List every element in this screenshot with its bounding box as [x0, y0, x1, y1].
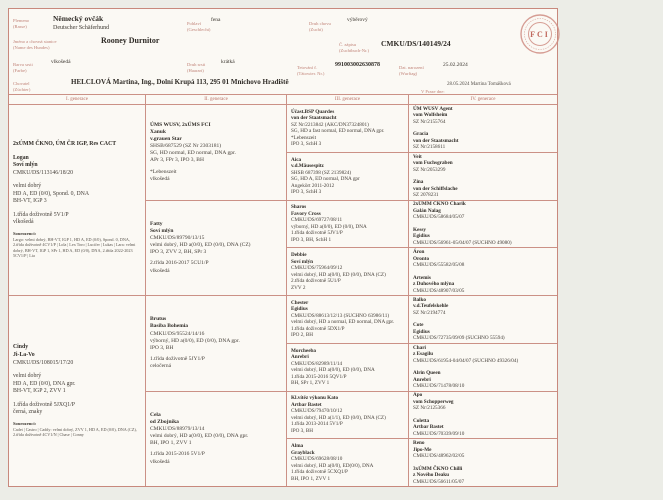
dog-entry: [413, 392, 553, 412]
coat-type-label-de: (Haarart): [187, 67, 204, 73]
dog-entry: [291, 300, 404, 339]
pedigree-cell-gen3-6: [287, 344, 408, 392]
breed-label-de: (Rasse): [13, 23, 27, 29]
tattoo-label-de: (Tätowier. Nr.): [297, 70, 325, 76]
dog-kennel: Artbar Bastet: [291, 401, 322, 408]
dog-kennel: Anrebri: [413, 376, 431, 383]
dog-name: Brutus: [150, 316, 167, 323]
dog-health: SG, HD a fast normal, ED normal, DNA gpr.: [291, 128, 385, 135]
dog-entry: [413, 370, 553, 390]
column-generation-2: [146, 95, 287, 486]
dog-entry: [413, 154, 553, 174]
dog-entry: [291, 443, 404, 482]
dog-entry: [13, 141, 141, 259]
coat-color-label-cz: Barva srsti: [13, 62, 33, 67]
generation-3-header: III. generace: [287, 95, 408, 105]
dog-working-titles: IPO 2, BH: [291, 332, 314, 339]
dog-breeding-class: 1.třída 2013-2014 5V1/P: [291, 421, 343, 428]
breeder-value: HELCLOVÁ Martina, Ing., Dolní Krupá 113, 295 01 Mnichovo Hradiště: [71, 78, 289, 86]
dog-entry: [413, 297, 553, 317]
dog-reg: SZ Nr/2155764: [413, 118, 446, 125]
dog-name: 2xÚMM ČKNO Charik: [413, 201, 466, 208]
pedigree-cell-gen4-7: [409, 392, 557, 440]
dog-breeding-class: 2.třída doživotně 5U1/P: [291, 278, 341, 285]
pedigree-cell-gen4-1: [409, 105, 557, 153]
dog-name: ÚM WUSV Agent: [413, 105, 453, 112]
dog-kennel: Egidius: [291, 306, 308, 313]
generation-4-header: IV. generace: [409, 95, 557, 105]
coat-type-label-cz: Druh srsti: [187, 62, 206, 67]
pedigree-cell-gen2-4: [146, 392, 286, 487]
dog-name: Reno: [413, 440, 425, 447]
pedigree-cell-gen4-4: [409, 248, 557, 296]
dog-name: Cote: [413, 322, 424, 329]
dog-reg: CMKU/DS/95524/14/16: [150, 330, 205, 337]
dog-entry: [413, 106, 553, 126]
dog-reg: CMKU/DS/56611/05/07: [413, 478, 465, 485]
dog-reg: CMKU/DS/69727/08/11: [291, 217, 343, 224]
breeding-type-label-de: (Zucht): [309, 26, 323, 32]
breeder-label: [13, 81, 30, 92]
dog-entry: [150, 316, 282, 370]
dog-health: velmi dobrý, HD a(0/0), ED (0/0), DNA (CZ): [291, 271, 386, 278]
breed-value: Německý ovčák: [53, 14, 104, 23]
dog-breeding-class: 1.třída doživotně 5JV1/P: [291, 230, 343, 237]
dog-health: velmi dobrý, HD a(0/0), ED (0/0), DNA (CZ): [150, 242, 251, 249]
dog-kennel: Ji-La-Vo: [13, 351, 35, 358]
dog-entry: [150, 221, 282, 275]
dog-kennel: z Esagilu: [413, 351, 434, 358]
dog-entry: [150, 412, 282, 466]
dog-name: Balko: [413, 296, 426, 303]
dog-reg: CMKU/DS/71478/08/10: [413, 383, 465, 390]
tattoo-label-cz: Tetování č.: [297, 65, 318, 70]
coat-color-value: vlkošedá: [51, 59, 71, 65]
dog-working-titles: IPO 3, SchH 3: [291, 141, 322, 148]
dog-kennel: v.d.Mäusespitz: [291, 163, 324, 170]
dog-entry: [291, 157, 404, 196]
pedigree-cell-gen3-4: [287, 248, 408, 296]
dog-kennel: von der Staatsmacht: [413, 137, 459, 144]
dog-name: Sharos: [291, 204, 307, 211]
dog-titles-prefix: 2xÚMM ČKNO, ÚM ČR IGP, Res CACT: [13, 141, 117, 148]
pedigree-cell-gen4-2: [409, 153, 557, 201]
dog-entry: [413, 466, 553, 486]
dog-health: výborný, HD a(0/0), ED (0/0), DNA gpr.: [150, 337, 240, 344]
dog-working-titles: IPO 3, BH: [150, 344, 174, 351]
birth-date-label: [399, 65, 424, 76]
birth-date-value: 25.02.2024: [443, 62, 468, 68]
dog-working-titles: ZVV 2: [291, 284, 306, 291]
fci-stamp-icon: [519, 13, 561, 60]
dog-titles-prefix: ÚMS WUSV, 2xÚMS FCI: [150, 121, 211, 128]
pedigree-cell-gen3-7: [287, 392, 408, 440]
birth-date-label-cz: Dat. narození: [399, 65, 424, 70]
dog-kennel: vom Schopperweg: [413, 398, 454, 405]
breed-label-cz: Plemeno: [13, 18, 30, 23]
dog-breeding-class: 1.třída doživotně 5CXQ1/P: [291, 469, 348, 476]
pedigree-cell-gen3-5: [287, 296, 408, 344]
dog-kennel: von der Schiffslache: [413, 185, 458, 192]
dog-name: 3xÚMM ČKNO Chilli: [413, 465, 463, 472]
dog-kennel: vom Fuchsgraben: [413, 160, 453, 167]
tattoo-label: [297, 65, 324, 76]
dog-reg: CMKU/DS/61954-04/04/07 (SUCHNO 49326/04): [413, 357, 519, 364]
dog-name: Áron: [413, 249, 425, 256]
dog-name: Kl.vítěz výkonu Kato: [291, 395, 339, 402]
dog-name: Morcheeba: [291, 347, 316, 354]
issue-signature: 28.05.2024 Martina Tomášková: [447, 82, 511, 87]
dog-name: Aica: [291, 156, 302, 163]
dog-reg: CMKU/DS/82989/11/14: [291, 360, 343, 367]
dog-name: Apo: [413, 392, 423, 399]
breeder-label-de: (Züchter): [13, 86, 31, 92]
dog-entry: [413, 179, 553, 199]
dog-reg: CMKU/DS/79470/10/12: [291, 408, 343, 415]
dog-breeding-class: 1.třída doživotně 5JY1/P: [150, 355, 205, 362]
dog-kennel: vom Wolfsheim: [413, 112, 448, 119]
breeding-type-value: výběrový: [347, 17, 368, 23]
dog-kennel: Anrebri: [291, 354, 309, 361]
dog-entry: [291, 204, 404, 243]
sex-value: fena: [211, 17, 221, 23]
column-generation-3: [287, 95, 409, 486]
dog-health: velmi dobrý, HD a(0/0), ED(0/0), DNA: [291, 462, 374, 469]
dog-breeding-class: *Lebenszeit: [291, 134, 317, 141]
dog-entry: [291, 252, 404, 291]
dog-entry: [413, 201, 553, 221]
dog-breeding-class: 1.třída doživotně 5DX1/P: [291, 325, 345, 332]
dog-health: velmi dobrý, HD a(0/0), ED (0/0), DNA: [291, 367, 375, 374]
dog-name: Veit: [413, 153, 422, 160]
dog-breeding-class: 1.třída doživotně 5V1/P: [13, 211, 69, 218]
dog-breeding-class: 2.třída 2016-2017 5CU1/P: [150, 260, 209, 267]
dog-working-titles: IPO 3, BH: [291, 427, 314, 434]
breed-label: [13, 18, 29, 29]
dog-health: velmi dobrý, HD a(0/0), ED (0/0), DNA gpr.: [150, 433, 249, 440]
dog-health: HD A, ED (0/0), DNA gpr.: [13, 380, 76, 387]
dog-reg: CMKU/DS/55582/05/08: [413, 262, 465, 269]
dog-working-titles: IPO 3, ZVV 2, BH, SPr 3: [150, 249, 207, 256]
dog-reg: CMKU/DS/89790/13/15: [150, 235, 205, 242]
siblings-label: Sourozenci:: [13, 420, 37, 426]
reg-no-value: CMKU/DS/140149/24: [381, 39, 451, 48]
dog-name: Účast.BSP Quardes: [291, 108, 335, 115]
siblings-text: Cadet | Castro | Caddy: velmi dobrý, ZVV 1, HD A, ED (0/0), DNA (CZ), 2.třída doživotně 4CV1/N | Chase | Conny: [13, 426, 137, 438]
dog-kennel: Artbar Bastet: [413, 424, 444, 431]
column-generation-1: [9, 95, 146, 486]
pedigree-cell-gen3-1: [287, 105, 408, 153]
dog-name: Debbie: [291, 252, 307, 259]
dog-kennel: v.grauen Star: [150, 135, 182, 142]
dog-name-value: Rooney Durnitor: [101, 36, 160, 45]
dog-kennel: Egidius: [413, 328, 430, 335]
breed-value-de: Deutscher Schäferhund: [53, 25, 110, 31]
dog-kennel: od Zbojníka: [150, 418, 179, 425]
sex-label-de: (Geschlecht): [187, 26, 211, 32]
pedigree-cell-dam: [9, 296, 145, 486]
coat-color-label-de: (Farbe): [13, 67, 27, 73]
pedigree-cell-gen4-6: [409, 344, 557, 392]
dog-entry: [413, 131, 553, 151]
dog-kennel: Basiba Bohemia: [150, 323, 189, 330]
dog-color: vlkošedá: [150, 267, 170, 274]
pedigree-document: [8, 8, 558, 487]
dog-breeding-class: *Lebenszeit: [150, 168, 177, 175]
coat-color-label: [13, 62, 33, 73]
dog-kennel: Oronto: [413, 255, 430, 262]
dog-reg: SZ Nr/2213842 (AKC/DN37324801): [291, 121, 369, 128]
dog-reg: SZ Nr/2053299: [413, 166, 446, 173]
dog-name: Logan: [13, 154, 29, 161]
dog-kennel: von der Staatsmacht: [291, 115, 337, 122]
dog-entry: [413, 418, 553, 438]
dog-breeding-class: 1.třída 2015-2016 5V1/P: [150, 451, 205, 458]
pedigree-cell-gen3-8: [287, 439, 408, 486]
dog-kennel: Soví mlýn: [13, 162, 38, 169]
dog-color: celočerná: [150, 363, 172, 370]
dog-name: Zina: [413, 179, 424, 186]
dog-entry: [291, 348, 404, 387]
dog-reg: CMKU/DS/70339/09/10: [413, 430, 465, 437]
dog-color: vlkošedá: [150, 458, 170, 465]
pedigree-cell-gen3-3: [287, 201, 408, 249]
issue-place-label: V Praze dne:: [421, 89, 445, 94]
dog-kennel: Jipo-Me: [413, 446, 432, 453]
dog-health: HD A, ED (0/0), Spond. 0, DNA: [13, 190, 90, 197]
dog-working-titles: BH-VT, IGP 2, ZVV 1: [13, 388, 66, 395]
dog-health: SG, HD normal, ED normal, DNA gpr.: [150, 150, 236, 157]
dog-reg: SZ Nr/2158611: [413, 144, 446, 151]
dog-kennel: Grayblack: [291, 449, 315, 456]
dog-name: Chari: [413, 344, 426, 351]
dog-breeding-class: 1.třída doživotně 5JXQ1/P: [13, 401, 75, 408]
dog-grade: velmi dobrý: [13, 183, 42, 190]
dog-entry: [291, 109, 404, 148]
dog-working-titles: BH-VT, IGP 3: [13, 198, 47, 205]
dog-grade: velmi dobrý: [13, 373, 42, 380]
pedigree-cell-gen2-1: [146, 105, 286, 201]
dog-entry: [13, 344, 141, 437]
dog-entry: [150, 122, 282, 183]
dog-reg: CMKU/DS/48907/03/05: [413, 287, 465, 294]
dog-kennel: v.d.Teufelskehle: [413, 303, 449, 310]
pedigree-cell-gen4-3: [409, 201, 557, 249]
dog-reg: CMKU/DS/72735/09/09 (SUCHNO 55594): [413, 335, 505, 342]
reg-no-label-cz: Č. zápisu: [339, 42, 357, 47]
coat-type-value: krátká: [221, 59, 235, 65]
dog-name: Xanuk: [150, 128, 166, 135]
pedigree-cell-gen4-5: [409, 296, 557, 344]
dog-name: Alma: [291, 443, 304, 450]
generation-1-header: I. generace: [9, 95, 145, 105]
dog-working-titles: IPO 3, SchH 3: [291, 189, 322, 196]
reg-no-label: [339, 42, 369, 53]
tattoo-value: 991003002630878: [335, 62, 380, 68]
siblings-label: Sourozenci:: [13, 231, 37, 236]
dog-reg: CMKU/DS/88613/12/13 (SUCHNO 63986/11): [291, 312, 390, 319]
pedigree-cell-sire: [9, 105, 145, 296]
dog-name: Coletta: [413, 417, 430, 424]
dog-breeding-class: 1.třída 2015-2016 5QV1/P: [291, 373, 347, 380]
dog-reg: CMKU/DS/56961-05/04/07 (SUCHNO 49080): [413, 239, 512, 246]
dog-working-titles: BH, SPr 1, ZVV 1: [291, 380, 330, 387]
dog-kennel: Egidius: [413, 233, 430, 240]
dog-working-titles: APr 3, FPr 3, IPO 3, BH: [150, 157, 204, 164]
dog-reg: CMKU/DS/75964/09/12: [291, 265, 343, 272]
dog-breeding-class: Angekört 2011-2012: [291, 182, 335, 189]
dog-kennel: Soví mlýn: [150, 227, 174, 234]
breeder-label-cz: Chovatel: [13, 81, 30, 86]
dog-name: Alrin Queen: [413, 370, 441, 377]
dog-name: Gracia: [413, 131, 429, 138]
dog-health: velmi dobrý, HD a normal, ED normal, DNA gpr.: [291, 319, 395, 326]
dog-reg: CMKU/DS/48962/02/05: [413, 453, 465, 460]
dog-reg: SHSB 687398 (SZ 2139824): [291, 169, 352, 176]
pedigree-table: [9, 94, 557, 486]
dog-kennel: z Nového Deaku: [413, 472, 450, 479]
dog-reg: SZ Nr/2194774: [413, 309, 446, 316]
dog-reg: CMKU/DS/58684/05/07: [413, 214, 465, 221]
dog-name-label: [13, 39, 57, 50]
dog-reg: CMKU/DS/113146/18/20: [13, 169, 74, 176]
dog-color: vlkošedá: [150, 175, 170, 182]
dog-color: černá, znaky: [13, 409, 43, 416]
dog-reg: CMKU/DS/88979/13/14: [150, 426, 205, 433]
fci-stamp-letters: FCI: [530, 30, 550, 39]
pedigree-cell-gen3-2: [287, 153, 408, 201]
dog-reg: SZ Nr/2125366: [413, 405, 446, 412]
dog-kennel: Favory Cross: [291, 210, 321, 217]
dog-reg: SHSB/687529 (SZ Nr 2303181): [150, 143, 222, 150]
dog-name-label-de: (Name des Hundes): [13, 44, 50, 50]
dog-working-titles: BH, IPO 1, ZVV 1: [150, 440, 192, 447]
dog-name: Chester: [291, 299, 309, 306]
dog-entry: [413, 322, 553, 342]
dog-name: Kessy: [413, 226, 426, 233]
pedigree-cell-gen4-8: [409, 439, 557, 486]
dog-working-titles: IPO 3, BH, SchH 1: [291, 236, 332, 243]
dog-name: Cela: [150, 411, 161, 418]
dog-health: velmi dobrý, HD a(1/1), ED (0/0), DNA (CZ): [291, 414, 386, 421]
pedigree-cell-gen2-3: [146, 296, 286, 392]
birth-date-label-de: (Wurftag): [399, 70, 418, 76]
dog-entry: [413, 440, 553, 460]
dog-health: výborný, HD a(0/0), ED (0/0), DNA: [291, 223, 367, 230]
pedigree-cell-gen2-2: [146, 201, 286, 297]
dog-entry: [413, 227, 553, 247]
dog-color: vlkošedá: [13, 219, 34, 226]
coat-type-label: [187, 62, 205, 73]
dog-name-label-cz: Jméno a chovná stanice: [13, 39, 57, 44]
breeding-type-label: [309, 21, 331, 32]
dog-name: Cindy: [13, 344, 29, 351]
dog-entry: [291, 395, 404, 434]
breeding-type-label-cz: Druh chovu: [309, 21, 331, 26]
dog-name: Fatty: [150, 220, 163, 227]
dog-reg: SZ 2078231: [413, 192, 439, 199]
generation-2-header: II. generace: [146, 95, 286, 105]
dog-reg: CMKU/DS/69628/08/10: [291, 456, 343, 463]
dog-health: SG, HD A, ED normal, DNA gpr: [291, 176, 360, 183]
sex-label: [187, 21, 210, 32]
sex-label-cz: Pohlaví: [187, 21, 202, 26]
column-generation-4: [409, 95, 557, 486]
dog-kennel: z Duhového mlýna: [413, 281, 455, 288]
dog-reg: CMKU/DS/108015/17/20: [13, 359, 74, 366]
dog-entry: [413, 275, 553, 295]
siblings-text: Largo: velmi dobrý, BH-VT, IGP 1, HD A, ED (0/0), Spond. 0, DNA, 2.třída doživotně 4CV1/P | Lola | Lex Toro | Lucifer | Lukas | Lara: velmi dobrý, BH-VT, IGP 1, SPr 1, HD A, ED (0/0), DNA, 2.třída 2022-2023 5CV1/P | Lia: [13, 236, 136, 259]
dog-entry: [413, 345, 553, 365]
reg-no-label-de: (Zuchtbuch-Nr.): [339, 47, 369, 53]
dog-entry: [413, 249, 553, 269]
dog-name: Artemis: [413, 274, 431, 281]
dog-kennel: Soví mlýn: [291, 258, 314, 265]
dog-kennel: Galán Nalag: [413, 207, 441, 214]
dog-working-titles: BH, IPO 1, ZVV 1: [291, 475, 331, 482]
